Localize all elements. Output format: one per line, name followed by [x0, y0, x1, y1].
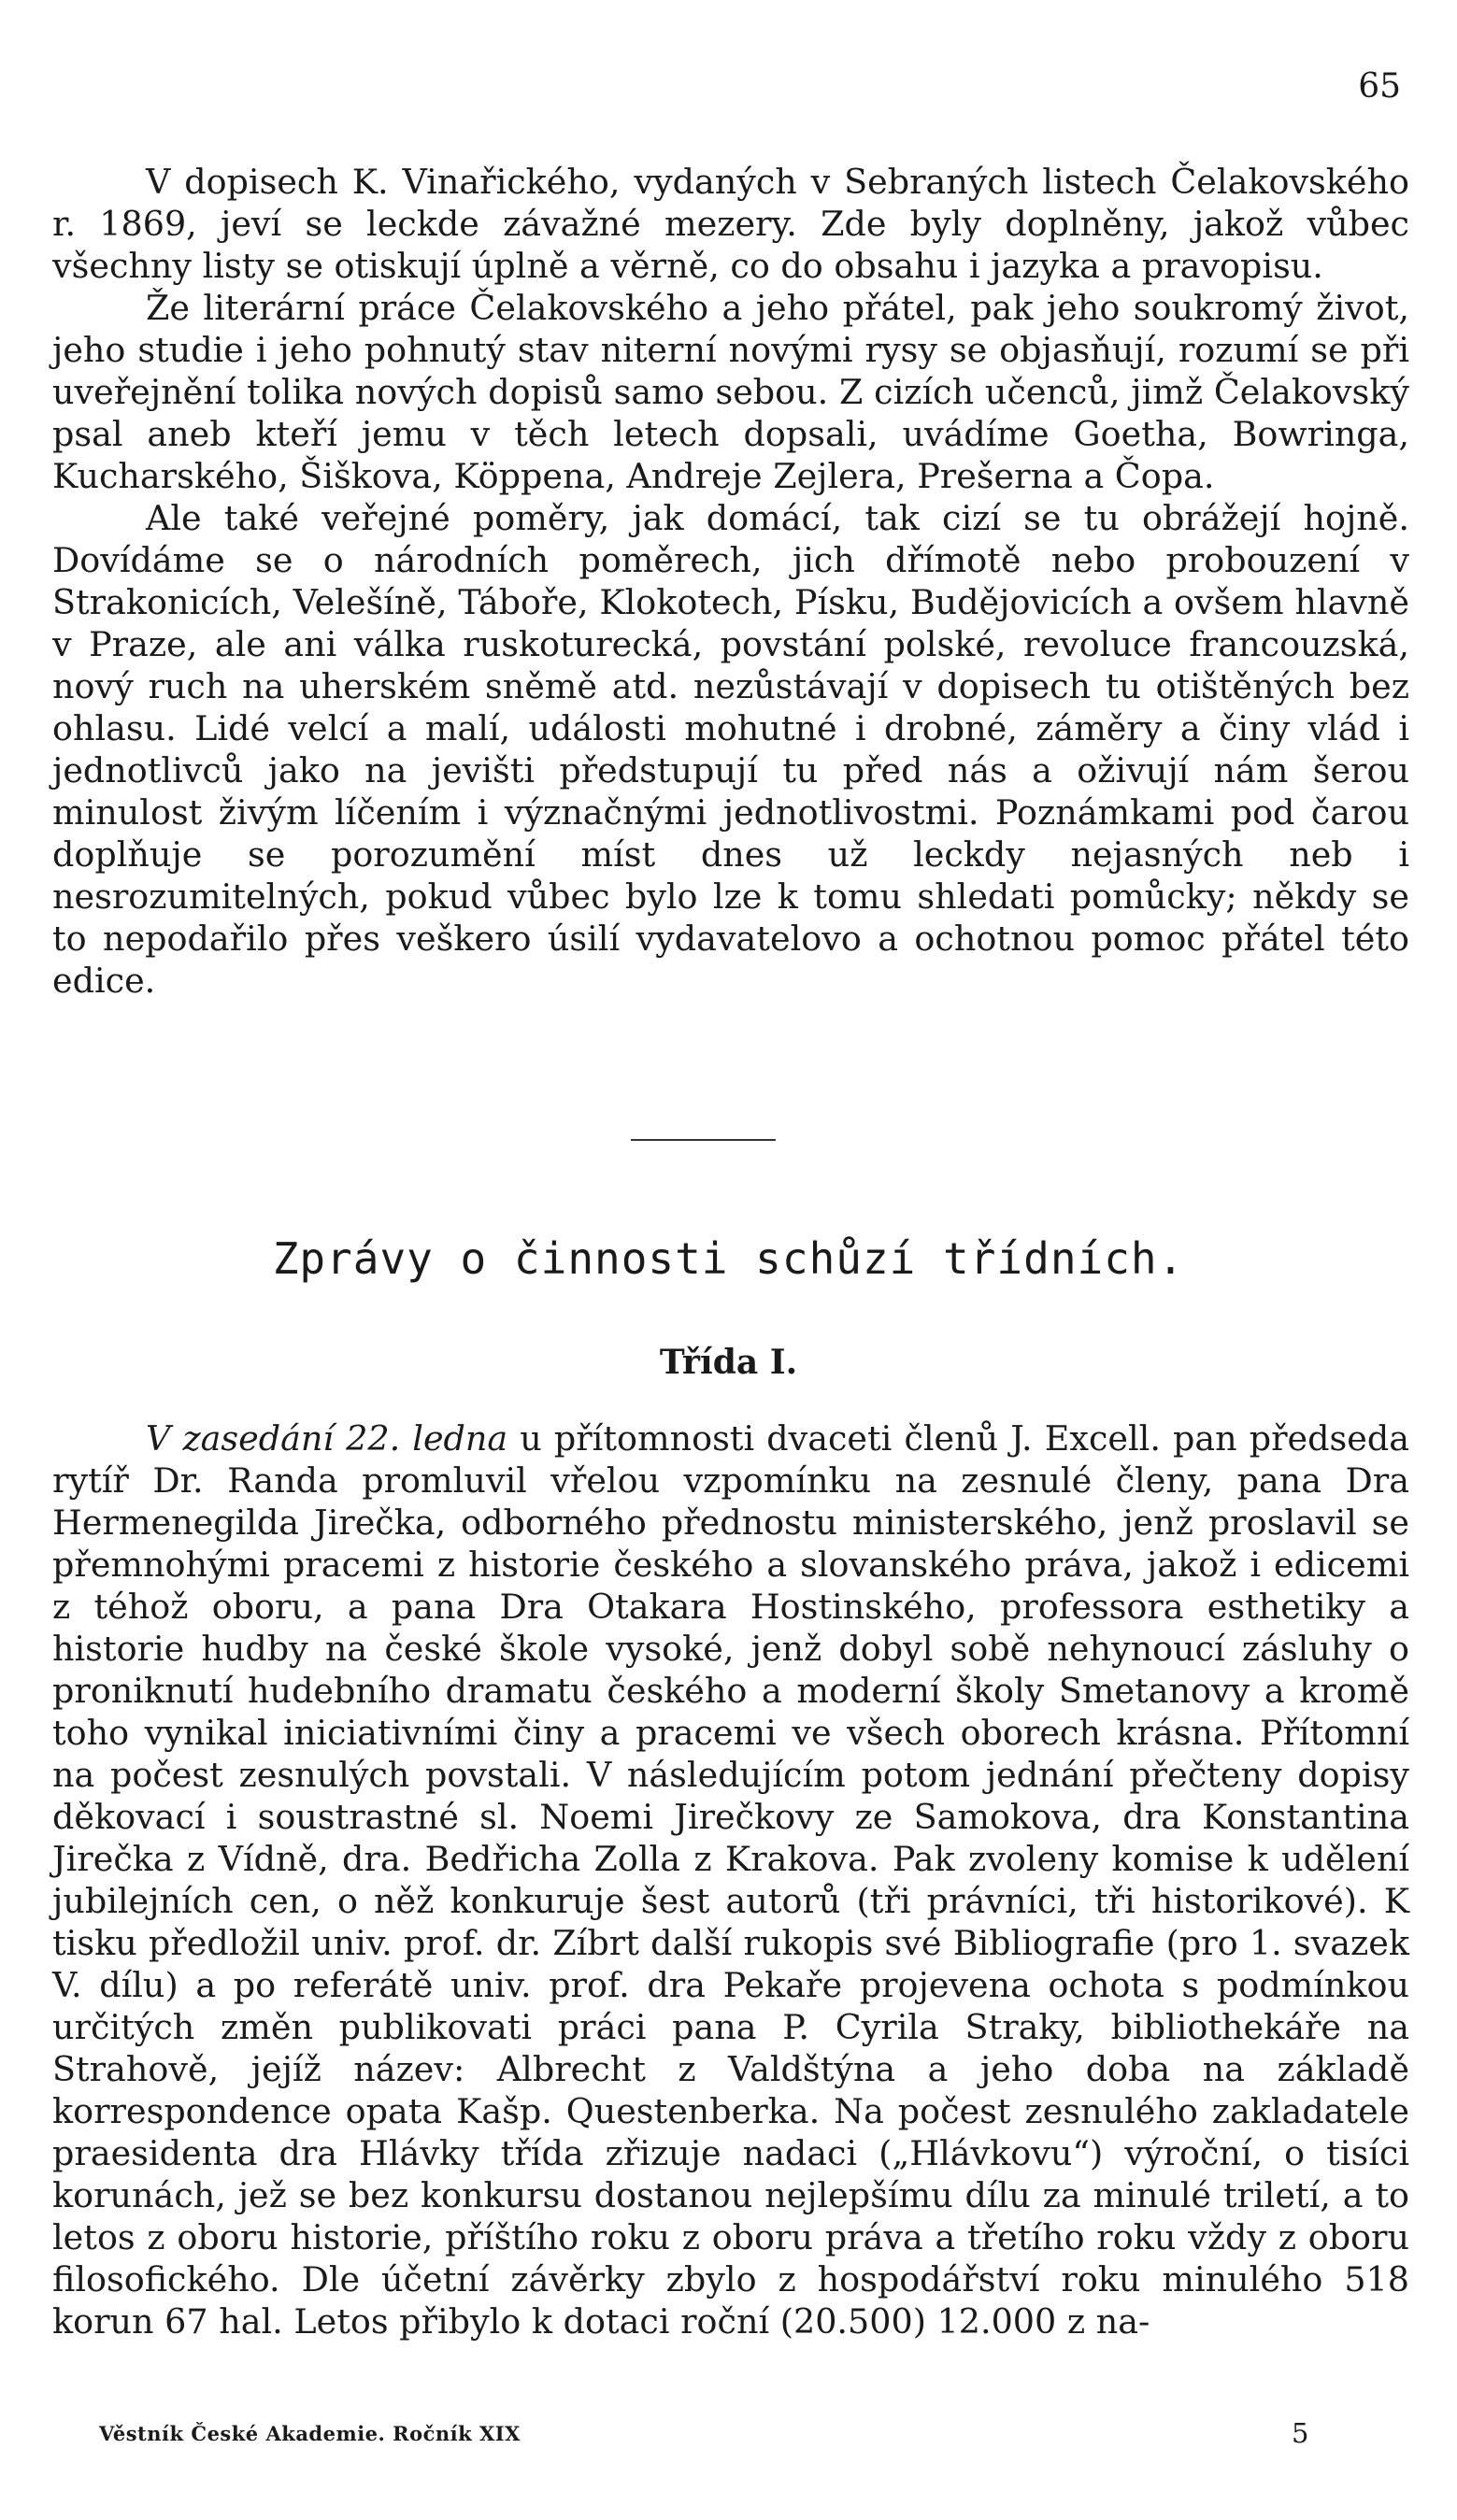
footer-journal: Věstník České Akademie. Ročník XIX [99, 2422, 521, 2445]
section-divider [631, 1139, 776, 1141]
intro-paragraph: Že literární práce Čelakovského a jeho přátel, pak jeho soukromý život, jeho studie i jeho pohnutý stav niterní novými rysy se objasňují, rozumí se při uveřejnění tolika nových dopisů samo sebou. Z cizích učenců, jimž Čelakovský psal aneb kteří jemu v těch letech dopsali, uvádíme Goetha, Bowringa, Kucharského, Šiškova, Köppena, Andreje Zejlera, Prešerna a Čopa. [52, 288, 1409, 496]
intro-paragraph: V dopisech K. Vinařického, vydaných v Sebraných listech Čelakovského r. 1869, jeví se leckde závažné mezery. Zde byly doplněny, jakož vůbec všechny listy se otiskují úplně a věrně, co do obsahu i jazyka a pravopisu. [52, 162, 1409, 286]
report-body: u přítomnosti dvaceti členů J. Excell. pan předseda rytíř Dr. Randa promluvil vřelou vzpomínku na zesnulé členy, pana Dra Hermenegilda Jirečka, odborného přednostu ministerského, jenž proslavil se přemnohými pracemi z historie českého a slovanského práva, jakož i edicemi z téhož oboru, a pana Dra Otakara Hostinského, professora esthetiky a historie hudby na české škole vysoké, jenž dobyl sobě nehynoucí zásluhy o proniknutí hudebního dramatu českého a moderní školy Smetanovy a kromě toho vynikal iniciativními činy a pracemi ve všech oborech krásna. Přítomní na počest zesnulých povstali. V následujícím potom jednání přečteny dopisy děkovací i soustrastné sl. Noemi Jirečkovy ze Samokova, dra Konstantina Jirečka z Vídně, dra. Bedřicha Zolla z Krakova. Pak zvoleny komise k udělení jubilejních cen, o něž konkuruje šest autorů (tři právníci, tři historikové). K tisku předložil univ. prof. dr. Zíbrt další rukopis své Bibliografie (pro 1. svazek V. dílu) a po referátě univ. prof. dra Pekaře projevena ochota s podmínkou určitých změn publikovati práci pana P. Cyrila Straky, bibliothekáře na Strahově, jejíž název: Albrecht z Valdštýna a jeho doba na základě korrespondence opata Kašp. Questenberka. Na počest zesnulého zakladatele praesidenta dra Hlávky třída zřizuje nadaci („Hlávkovu“) výroční, o tisíci korunách, jež se bez konkursu dostanou nejlepšímu dílu za minulé triletí, a to letos z oboru historie, příštího roku z oboru práva a třetího roku vždy z oboru filosofického. Dle účetní závěrky zbylo z hospodářství roku minulého 518 korun 67 hal. Letos přibylo k dotaci roční (20.500) 12.000 z na- [52, 1418, 1409, 2342]
footer-sheet-number: 5 [1292, 2417, 1309, 2449]
section-subtitle: Třída I. [659, 1343, 798, 1382]
report-paragraph [52, 1417, 1409, 2342]
page-number: 65 [1358, 67, 1401, 106]
class-report [52, 1417, 1409, 2342]
meeting-date: V zasedání 22. ledna [146, 1418, 508, 1459]
intro-text [52, 161, 1409, 1002]
intro-paragraph: Ale také veřejné poměry, jak domácí, tak cizí se tu obrážejí hojně. Dovídáme se o národních poměrech, jich dřímotě nebo probouzení v Strakonicích, Velešíně, Táboře, Klokotech, Písku, Budějovicích a ovšem hlavně v Praze, ale ani válka ruskoturecká, povstání polské, revoluce francouzská, nový ruch na uherském sněmě atd. nezůstávají v dopisech tu otištěných bez ohlasu. Lidé velcí a malí, události mohutné i drobné, záměry a činy vlád i jednotlivců jako na jevišti předstupují tu před nás a oživují nám šerou minulost živým líčením i význačnými jednotlivostmi. Poznámkami pod čarou doplňuje se porozumění míst dnes už leckdy nejasných neb i nesrozumitelných, pokud vůbec bylo lze k tomu shledati pomůcky; někdy se to nepodařilo přes veškero úsilí vydavatelovo a ochotnou pomoc přátel této edice. [52, 498, 1409, 1001]
section-title: Zprávy o činnosti schůzí třídních. [272, 1233, 1185, 1284]
